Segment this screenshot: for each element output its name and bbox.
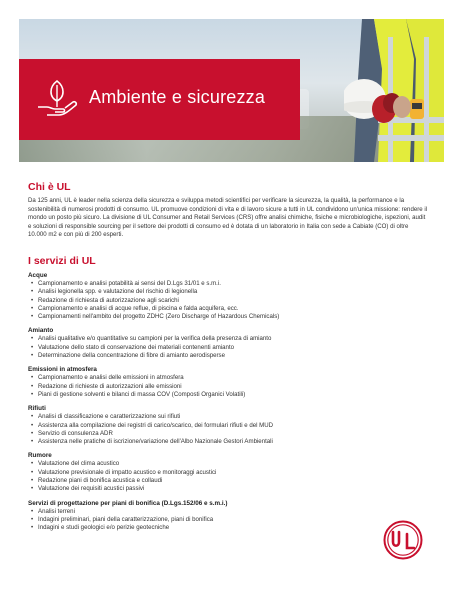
about-heading: Chi è UL [28, 181, 71, 193]
page-title: Ambiente e sicurezza [89, 87, 266, 107]
service-item: • Servizio di consulenza ADR [28, 430, 428, 438]
service-item: • Analisi legionella spp. e valutazione del rischio di legionella [28, 288, 428, 296]
service-items [28, 374, 428, 399]
worker-with-helmet-image [344, 19, 444, 162]
service-category [28, 451, 428, 493]
service-category-title: Acque [28, 271, 48, 279]
hand-leaf-icon [35, 77, 79, 121]
service-category-title: Rifiuti [28, 405, 46, 413]
about-text: Da 125 anni, UL è leader nella scienza della sicurezza e sviluppa metodi scientifici per verificare la sicurezza, la qualità, la performance e la sostenibilità di numerosi prodotti di consumo. UL promuove condizioni di vita e di lavoro sicure a tutti in UL condividono un'unica missione: rendere il mondo un posto più sicuro. La divisione di UL Consumer and Retail Services (CRS) offre analisi chimiche, fisiche e microbiologiche, ispezioni, audit e soluzioni di responsible sourcing per il settore dei prodotti di consumo ed è dotata di un laboratorio in Italia con sede a Cabiate (CO) di oltre 10.000 m2 e con più di 200 esperti. [28, 197, 428, 239]
service-category [28, 499, 428, 533]
service-category-title: Amianto [28, 327, 54, 335]
service-item: • Campionamenti nell'ambito del progetto ZDHC (Zero Discharge of Hazardous Chemicals) [28, 313, 428, 321]
service-item: • Redazione piani di bonifica acustica e collaudi [28, 477, 428, 485]
service-item: • Valutazione previsionale di impatto acustico e monitoraggi acustici [28, 469, 428, 477]
service-category [28, 326, 428, 360]
service-item: • Valutazione dello stato di conservazione dei materiali contenenti amianto [28, 344, 428, 352]
service-item: • Campionamento e analisi potabilità ai sensi del D.Lgs 31/01 e s.m.i. [28, 280, 428, 288]
service-item: • Indagini preliminari, piani della caratterizzazione, piani di bonifica [28, 516, 428, 524]
title-banner [19, 59, 300, 140]
services-list [28, 271, 428, 533]
service-item: • Determinazione della concentrazione di fibre di amianto aerodisperse [28, 352, 428, 360]
ul-logo [383, 520, 423, 560]
service-item: • Campionamento e analisi delle emissioni in atmosfera [28, 374, 428, 382]
service-items [28, 413, 428, 446]
service-item: • Valutazione dei requisiti acustici passivi [28, 485, 428, 493]
service-items [28, 280, 428, 321]
service-item: • Analisi di classificazione e caratterizzazione sui rifiuti [28, 413, 428, 421]
service-item: • Valutazione del clima acustico [28, 460, 428, 468]
service-item: • Analisi terreni [28, 508, 428, 516]
service-items [28, 335, 428, 360]
service-item: • Assistenza alla compilazione dei registri di carico/scarico, dei formulari rifiuti e del MUD [28, 422, 428, 430]
main-content [28, 181, 428, 538]
service-category-title: Emissioni in atmosfera [28, 366, 97, 374]
service-category-title: Rumore [28, 452, 52, 460]
service-category-title: Servizi di progettazione per piani di bonifica (D.Lgs.152/06 e s.m.i.) [28, 499, 228, 507]
service-item: • Indagini e studi geologici e/o perizie geotecniche [28, 524, 428, 532]
service-category [28, 365, 428, 399]
service-item: • Campionamento e analisi di acque reflue, di piscina e falda acquifera, ecc. [28, 305, 428, 313]
service-items [28, 508, 428, 533]
service-item: • Piani di gestione solventi e bilanci di massa COV (Composti Organici Volatili) [28, 391, 428, 399]
service-items [28, 460, 428, 493]
service-category [28, 271, 428, 321]
service-category [28, 404, 428, 446]
services-heading: I servizi di UL [28, 254, 96, 267]
service-item: • Assistenza nelle pratiche di iscrizione/variazione dell'Albo Nazionale Gestori Ambientali [28, 438, 428, 446]
service-item: • Redazione di richieste di autorizzazioni alle emissioni [28, 383, 428, 391]
service-item: • Redazione di richiesta di autorizzazione agli scarichi [28, 297, 428, 305]
service-item: • Analisi qualitative e/o quantitative su campioni per la verifica della presenza di amianto [28, 335, 428, 343]
